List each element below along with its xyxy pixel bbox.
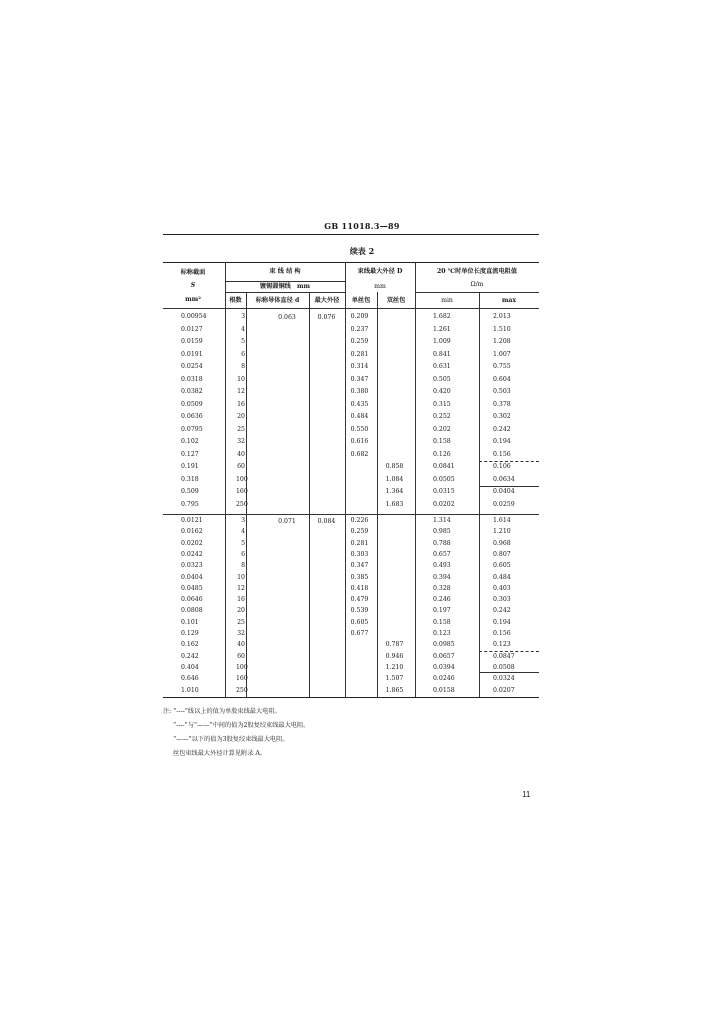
section2-row-14-max: 0.0324 [493,675,515,683]
section2-row-8-count: 20 [237,607,245,615]
section1-row-13-max: 0.0634 [493,475,515,483]
section1-row-2-area: 0.0159 [181,338,203,345]
section1-row-15-area: 0.795 [181,500,199,508]
section2-row-8-single: 0.539 [350,607,369,615]
section1-row-4-count: 8 [241,363,245,370]
section2-row-12-max: 0.0847 [493,652,515,660]
section2-row-13-max: 0.0508 [493,663,515,671]
table-title: 续表 2 [349,246,375,256]
section1-row-12-area: 0.191 [181,463,199,470]
section1-row-7-single: 0.435 [350,400,369,408]
section2-row-2-count: 5 [241,539,245,547]
section1-row-9-area: 0.0795 [181,425,203,433]
header-rule [163,234,539,235]
section1-row-7-max: 0.378 [493,400,511,408]
section1-row-11-single: 0.682 [350,450,369,458]
section2-row-9-min: 0.158 [433,618,451,626]
section1-nominal-d: 0.063 [278,314,296,321]
section1-row-12-min: 0.0841 [433,463,455,470]
section2-row-7-count: 16 [237,596,245,604]
section2-row-13-count: 100 [236,663,248,671]
section1-row-1-count: 4 [241,325,245,333]
col-rule-1 [225,262,226,697]
note-4: 丝包束线最大外径计算见附录 A。 [173,750,267,757]
section2-row-10-single: 0.677 [350,630,369,637]
header-count: 根数 [229,297,242,304]
section1-row-3-single: 0.281 [350,350,369,358]
section2-row-7-min: 0.246 [433,596,451,604]
header-rule-2 [225,292,345,293]
section2-row-14-area: 0.646 [181,675,199,683]
section2-row-1-count: 4 [241,528,245,536]
section1-row-13-area: 0.318 [181,475,199,483]
section1-row-6-count: 12 [237,388,245,395]
section2-nominal-d: 0.071 [278,518,296,525]
section2-row-3-min: 0.657 [433,550,451,558]
section2-max-od: 0.084 [317,518,336,525]
section2-row-4-max: 0.605 [493,562,511,570]
section2-row-10-area: 0.129 [181,630,199,637]
section1-row-2-single: 0.259 [350,338,369,345]
section2-row-13-min: 0.0394 [433,663,455,671]
section2-row-15-double: 1.865 [385,686,404,694]
section1-row-13-count: 100 [236,475,248,483]
section2-row-0-count: 3 [241,517,245,524]
section1-row-7-count: 16 [237,400,245,408]
page-number: 11 [522,790,531,799]
section2-row-3-single: 0.303 [350,550,369,558]
header-rule-3 [415,292,539,293]
notes [163,705,309,761]
section1-row-8-single: 0.484 [350,413,369,420]
section1-row-14-area: 0.509 [181,488,199,495]
header-single: 单丝包 [351,297,371,304]
section2-row-14-count: 160 [236,675,248,683]
section2-row-2-single: 0.281 [350,539,369,547]
section1-row-0-single: 0.209 [350,313,369,320]
section1-row-5-area: 0.0318 [181,375,203,383]
section2-row-6-single: 0.418 [350,584,369,592]
section1-row-7-min: 0.315 [433,400,451,408]
section2-row-10-count: 32 [237,630,245,637]
section1-row-2-max: 1.208 [493,338,511,345]
section2-row-12-count: 60 [237,652,245,660]
section1-row-6-min: 0.420 [433,388,451,395]
section1-row-5-max: 0.604 [493,375,511,383]
section2-row-3-count: 6 [241,550,245,558]
section2-row-3-max: 0.807 [493,550,511,558]
section2-row-9-max: 0.194 [493,618,511,626]
section1-row-14-double: 1.364 [385,488,404,495]
section2-row-4-single: 0.347 [350,562,369,570]
section2-row-13-double: 1.210 [385,663,404,671]
data-table [163,262,539,697]
section2-row-4-area: 0.0323 [181,562,203,570]
header-max-od: 最大外径 [314,297,340,304]
header-bottom-rule [163,308,539,309]
section1-row-9-count: 25 [237,425,245,433]
header-nominal-d: 标称导体直径 d [255,297,300,304]
section1-row-10-single: 0.616 [350,438,369,445]
section2-row-7-max: 0.303 [493,596,511,604]
section1-row-8-area: 0.0636 [181,413,203,420]
section1-row-1-area: 0.0127 [181,325,203,333]
section1-row-11-max: 0.156 [493,450,511,458]
section1-row-14-count: 160 [236,488,248,495]
section1-row-10-max: 0.194 [493,438,511,445]
section2-row-6-count: 12 [237,584,245,592]
note-2: “----”与“——”中间的值为2股复绞束线最大电阻。 [173,722,310,729]
section2-row-10-max: 0.156 [493,630,511,637]
section1-row-0-count: 3 [241,313,245,320]
section2-row-11-count: 40 [237,641,245,649]
section2-row-1-max: 1.210 [493,528,511,536]
section1-row-8-max: 0.302 [493,413,511,420]
section2-row-0-single: 0.226 [350,517,369,524]
section1-row-12-max: 0.106 [493,463,511,470]
section1-row-9-max: 0.242 [493,425,511,433]
section2-row-11-area: 0.162 [181,641,199,649]
section1-row-14-max: 0.0404 [493,488,515,495]
section2-row-12-double: 0.946 [385,652,404,660]
section1-row-8-min: 0.252 [433,413,451,420]
section1-max-od: 0.076 [317,314,336,321]
note-1: 注: “----”线以上的值为单股束线最大电阻。 [163,708,281,715]
section1-row-10-area: 0.102 [181,438,199,445]
section2-row-4-count: 8 [241,562,245,570]
section2-row-13-area: 0.404 [181,663,199,671]
section2-row-11-double: 0.787 [385,641,404,649]
section2-row-3-area: 0.0242 [181,550,203,558]
section1-row-1-min: 1.261 [433,325,451,333]
section2-row-15-min: 0.0158 [433,686,455,694]
section2-row-14-min: 0.0246 [433,675,455,683]
header-nominal-area-3: mm² [185,296,201,303]
section1-row-15-double: 1.683 [385,500,404,508]
col-rule-3 [309,292,310,697]
section1-row-3-area: 0.0191 [181,350,203,358]
section2-row-5-min: 0.394 [433,573,451,581]
section1-row-8-count: 20 [237,413,245,420]
section1-row-2-min: 1.009 [433,338,451,345]
section2-row-5-single: 0.385 [350,573,369,581]
section2-row-15-max: 0.0207 [493,686,515,694]
section2-row-2-max: 0.968 [493,539,511,547]
section1-row-10-count: 32 [237,438,245,445]
section2-row-11-max: 0.123 [493,641,511,649]
section2-row-9-count: 25 [237,618,245,626]
section1-row-2-count: 5 [241,338,245,345]
section1-row-15-min: 0.0202 [433,500,455,508]
table-top-rule [163,262,539,263]
section1-row-12-double: 0.858 [385,463,404,470]
section1-row-4-max: 0.755 [493,363,511,370]
section1-row-4-area: 0.0254 [181,363,203,370]
section1-row-13-double: 1.084 [385,475,404,483]
note-3: “——”以下的值为3股复绞束线最大电阻。 [173,736,289,743]
section2-row-5-area: 0.0404 [181,573,203,581]
section2-row-0-min: 1.314 [433,517,451,524]
section1-row-13-min: 0.0505 [433,475,455,483]
col-rule-6 [415,262,416,697]
section2-row-5-max: 0.484 [493,573,511,581]
section1-row-15-count: 250 [236,500,248,508]
section2-row-8-min: 0.197 [433,607,451,615]
section2-row-15-count: 250 [236,686,248,694]
section1-row-10-min: 0.158 [433,438,451,445]
section1-row-0-area: 0.00954 [181,313,207,320]
header-max: max [501,297,517,304]
section2-row-9-area: 0.101 [181,618,199,626]
section2-row-12-area: 0.242 [181,652,199,660]
section1-row-11-area: 0.127 [181,450,199,458]
section2-row-11-min: 0.0985 [433,641,455,649]
section2-row-7-area: 0.0646 [181,596,203,604]
header-res-group: 20 ℃时单位长度直流电阻值 [436,268,518,275]
section1-row-0-min: 1.682 [433,313,451,320]
section1-row-6-max: 0.503 [493,388,511,395]
section2-row-6-area: 0.0485 [181,584,203,592]
section1-row-5-single: 0.347 [350,375,369,383]
col-rule-7 [479,292,480,697]
section1-row-11-count: 40 [237,450,245,458]
section1-row-6-single: 0.380 [350,388,369,395]
section1-row-1-single: 0.237 [350,325,369,333]
section-divider [163,514,539,515]
header-strand-sub: 镀锡圆铜线 mm [259,283,311,290]
section2-row-1-single: 0.259 [350,528,369,536]
section2-row-1-area: 0.0162 [181,528,203,536]
header-bundle-unit: mm [374,283,386,290]
section1-row-5-min: 0.505 [433,375,451,383]
section1-row-0-max: 2.013 [493,313,511,320]
section1-row-4-min: 0.631 [433,363,451,370]
section1-row-12-count: 60 [237,463,245,470]
section2-row-6-max: 0.403 [493,584,511,592]
header-double: 双丝包 [386,297,406,304]
header-min: min [441,297,453,304]
section2-row-0-area: 0.0121 [181,517,203,524]
section2-row-10-min: 0.123 [433,630,451,637]
section2-row-14-double: 1.507 [385,675,404,683]
section1-row-5-count: 10 [237,375,245,383]
header-nominal-area-1: 标称截面 [180,269,206,276]
section2-row-15-area: 1.010 [181,686,199,694]
section1-row-14-min: 0.0315 [433,488,455,495]
section2-row-8-area: 0.0808 [181,607,203,615]
section1-row-4-single: 0.314 [350,363,369,370]
header-res-unit: Ω/m [470,281,484,288]
section1-row-7-area: 0.0509 [181,400,203,408]
section2-row-1-min: 0.985 [433,528,451,536]
header-bundle-group: 束线最大外径 D [357,268,403,275]
section1-row-15-max: 0.0259 [493,500,515,508]
section2-row-0-max: 1.614 [493,517,511,524]
header-nominal-area-2: S [190,282,196,289]
section1-row-9-min: 0.202 [433,425,451,433]
section2-row-2-area: 0.0202 [181,539,203,547]
section1-row-1-max: 1.510 [493,325,511,333]
document-header: GB 11018.3—89 [324,221,400,231]
section1-row-3-min: 0.841 [433,350,451,358]
section1-row-9-single: 0.550 [350,425,369,433]
section1-row-3-count: 6 [241,350,245,358]
section2-row-8-max: 0.242 [493,607,511,615]
section2-row-7-single: 0.479 [350,596,369,604]
section2-row-9-single: 0.605 [350,618,369,626]
table-bottom-rule [163,697,539,698]
section1-row-11-min: 0.126 [433,450,451,458]
section2-row-6-min: 0.328 [433,584,451,592]
section2-row-4-min: 0.493 [433,562,451,570]
section2-row-2-min: 0.788 [433,539,451,547]
section2-row-5-count: 10 [237,573,245,581]
section1-row-6-area: 0.0382 [181,388,203,395]
header-strand-group: 束 线 结 构 [269,268,301,275]
section1-row-3-max: 1.007 [493,350,511,358]
section2-row-12-min: 0.0657 [433,652,455,660]
